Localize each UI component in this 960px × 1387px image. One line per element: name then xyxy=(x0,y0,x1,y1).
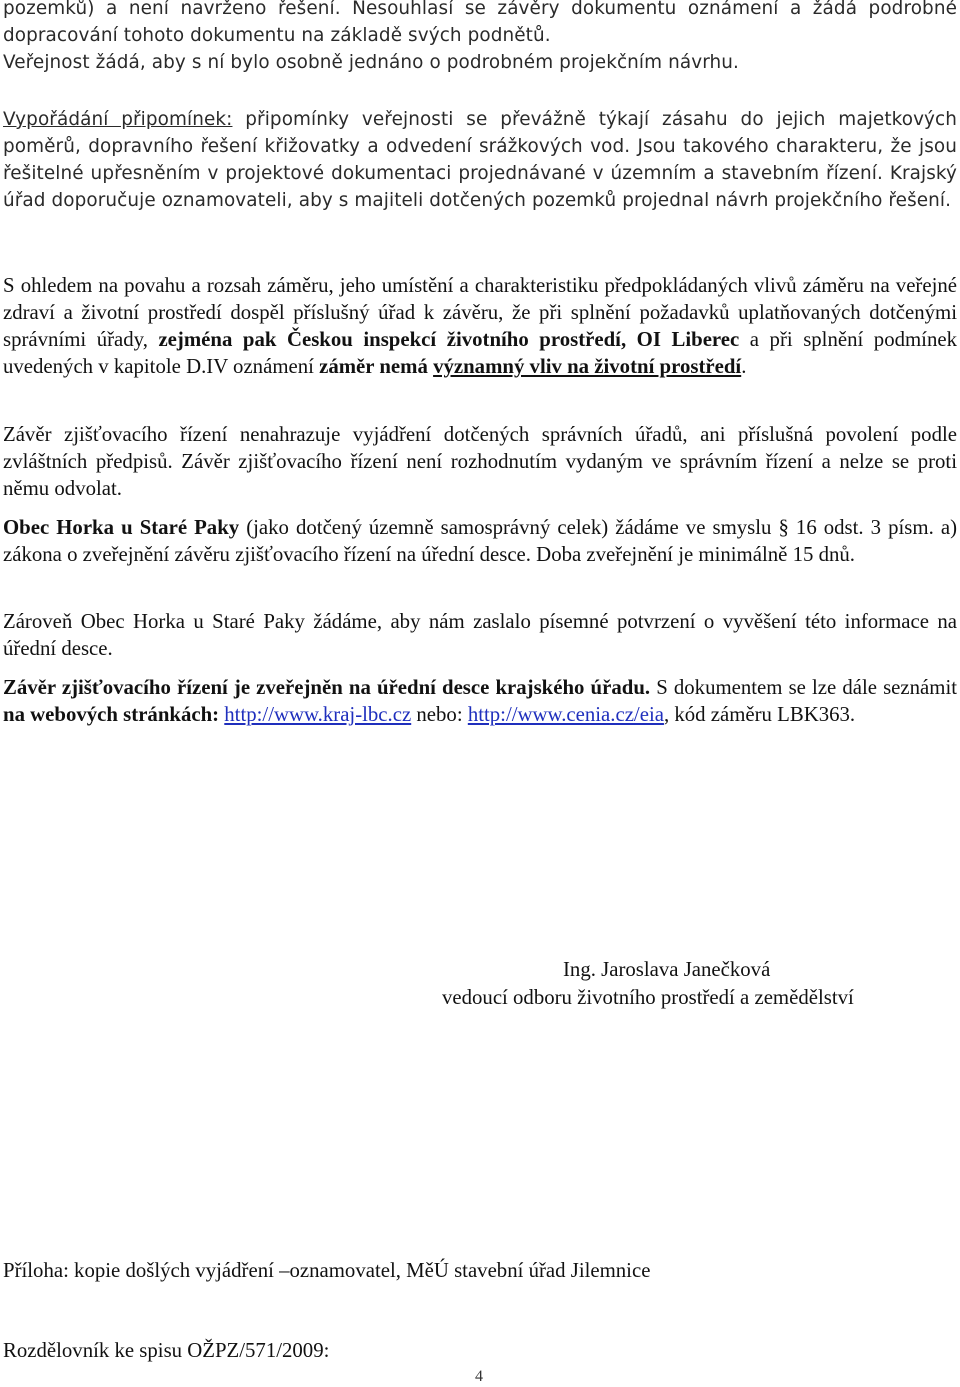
paragraph-confirmation-request xyxy=(3,608,957,662)
link-kraj-lbc[interactable]: http://www.kraj-lbc.cz xyxy=(224,703,412,726)
link-separator: nebo: xyxy=(411,703,468,726)
paragraph-conclusion xyxy=(3,272,957,380)
distribution-line: Rozdělovník ke spisu OŽPZ/571/2009: xyxy=(3,1339,330,1362)
paragraph-publication xyxy=(3,674,957,728)
paragraph-public-objections xyxy=(3,0,957,76)
paragraph-comment-settlement xyxy=(3,106,957,214)
conclusion-verdict-underlined: významný vliv na životní prostředí xyxy=(433,355,742,378)
websites-label: na webových stránkách: xyxy=(3,703,220,726)
project-code-text: , kód záměru LBK363. xyxy=(663,703,856,726)
conclusion-verdict-bold: záměr nemá xyxy=(319,355,434,378)
signature-role: vedoucí odboru životního prostředí a zemědělství xyxy=(442,986,854,1009)
objections-text: pozemků) a není navrženo řešení. Nesouhlasí se závěry dokumentu oznámení a žádá podrobné dopracování tohoto dokumentu na základě svých podnětů. xyxy=(3,0,957,46)
settlement-label: Vypořádání připomínek: xyxy=(3,109,233,130)
conclusion-period: . xyxy=(741,355,747,378)
link-cenia-eia[interactable]: http://www.cenia.cz/eia xyxy=(467,703,664,726)
publication-text: S dokumentem se lze dále seznámit xyxy=(650,676,958,699)
attachment-line: Příloha: kopie došlých vyjádření –oznamovatel, MěÚ stavební úřad Jilemnice xyxy=(3,1259,651,1282)
settlement-text: připomínky veřejnosti se převážně týkají zásahu do jejich majetkových poměrů, dopravního řešení křižovatky a odvedení srážkových vod. Jsou takového charakteru, že jsou řešitelné upřesněním v projektové dokumentaci projednávané v územním a stavebním řízení. Krajský úřad doporučuje oznamovateli, aby s majiteli dotčených pozemků projednal návrh projekčního řešení. xyxy=(3,109,958,211)
public-request-text: Veřejnost žádá, aby s ní bylo osobně jednáno o podrobném projekčním návrhu. xyxy=(3,52,739,73)
confirmation-text: Zároveň Obec Horka u Staré Paky žádáme, aby nám zaslalo písemné potvrzení o vyvěšení této informace na úřední desce. xyxy=(3,610,957,660)
legal-note-text: Závěr zjišťovacího řízení nenahrazuje vyjádření dotčených správních úřadů, ani příslušná povolení podle zvláštních předpisů. Závěr zjišťovacího řízení není rozhodnutím vydaným ve správním řízení a nelze se proti němu odvolat. xyxy=(3,423,957,500)
conclusion-text: S ohledem na povahu a rozsah záměru, jeho umístění a charakteristiku předpokládaných vlivů záměru na veřejné zdraví a životní prostředí dospěl příslušný úřad k závěru, že při splnění požadavků uplatňovaných dotčenými správními úřady, xyxy=(3,274,957,351)
page-number: 4 xyxy=(475,1368,483,1385)
conclusion-authority-bold: zejména pak Českou inspekcí životního prostředí, OI Liberec xyxy=(158,328,740,351)
paragraph-legal-note xyxy=(3,421,957,502)
municipality-name: Obec Horka u Staré Paky xyxy=(3,516,240,539)
signature-name: Ing. Jaroslava Janečková xyxy=(563,958,771,981)
municipality-request-text: (jako dotčený územně samosprávný celek) žádáme ve smyslu § 16 odst. 3 písm. a) zákona o zveřejnění závěru zjišťovacího řízení na úřední desce. Doba zveřejnění je minimálně 15 dnů. xyxy=(3,516,957,566)
paragraph-municipality-request xyxy=(3,514,957,568)
conclusion-text-2: a při splnění podmínek uvedených v kapitole D.IV oznámení xyxy=(3,328,957,378)
publication-bold: Závěr zjišťovacího řízení je zveřejněn na úřední desce krajského úřadu. xyxy=(3,676,651,699)
